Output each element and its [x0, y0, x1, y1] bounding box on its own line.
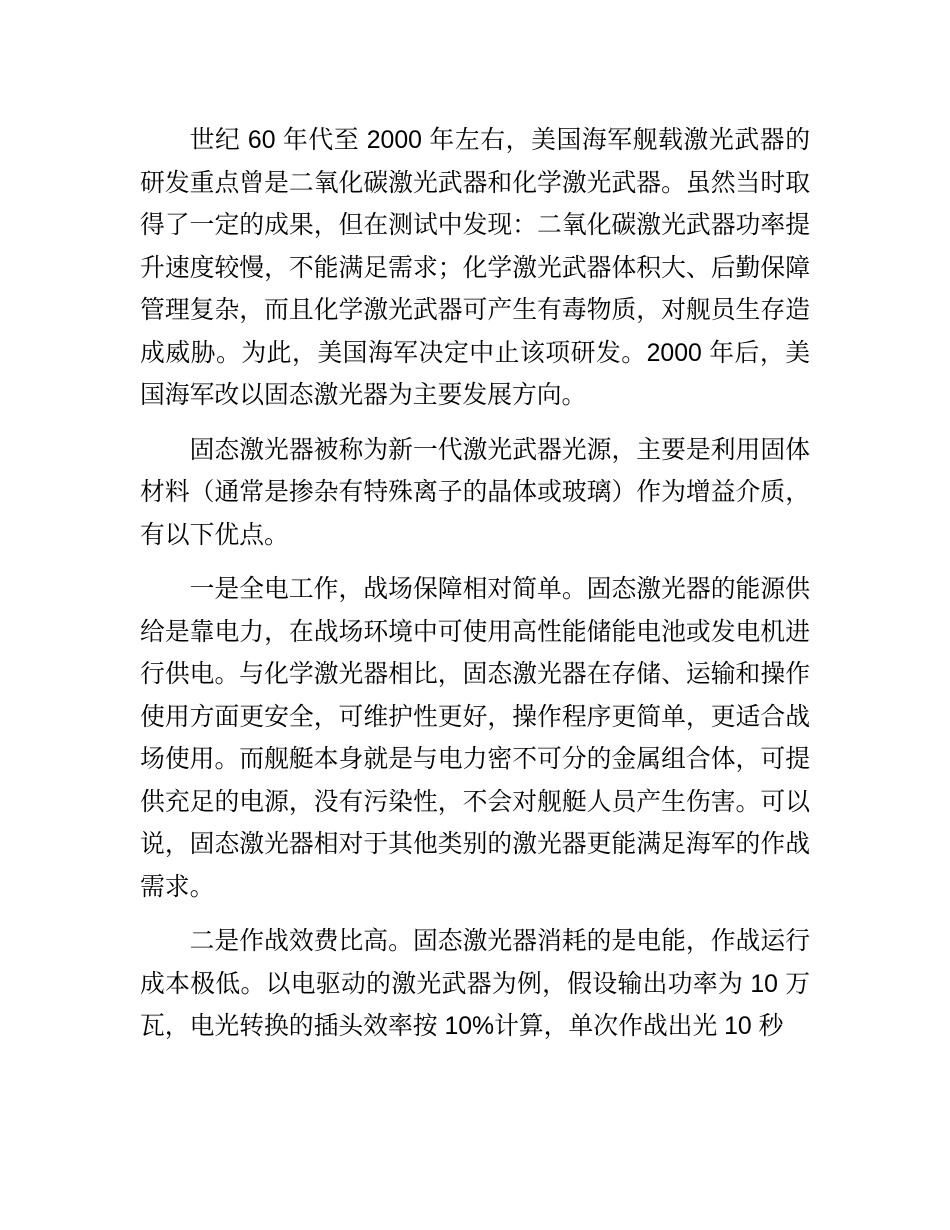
- paragraph-solid-state-laser-intro: 固态激光器被称为新一代激光武器光源，主要是利用固体材料（通常是掺杂有特殊离子的晶体或玻璃）作为增益介质，有以下优点。: [140, 436, 810, 549]
- paragraph-advantage-two-cost-effectiveness: 二是作战效费比高。固态激光器消耗的是电能，作战运行成本极低。以电驱动的激光武器为例，假设输出功率为 10 万瓦，电光转换的插头效率按 10%计算，单次作战出光 10 秒: [140, 928, 810, 1040]
- paragraph-advantage-one-all-electric: 一是全电工作，战场保障相对简单。固态激光器的能源供给是靠电力，在战场环境中可使用高性能储能电池或发电机进行供电。与化学激光器相比，固态激光器在存储、运输和操作使用方面更安全，可维护性更好，操作程序更简单，更适合战场使用。而舰艇本身就是与电力密不可分的金属组合体，可提供充足的电源，没有污染性，不会对舰艇人员产生伤害。可以说，固态激光器相对于其他类别的激光器更能满足海军的作战需求。: [140, 576, 810, 901]
- paragraph-history-of-naval-laser-development: 世纪 60 年代至 2000 年左右，美国海军舰载激光武器的研发重点曾是二氧化碳激光武器和化学激光武器。虽然当时取得了一定的成果，但在测试中发现：二氧化碳激光武器功率提升速度较慢，不能满足需求；化学激光武器体积大、后勤保障管理复杂，而且化学激光武器可产生有毒物质，对舰员生存造成威胁。为此，美国海军决定中止该项研发。2000 年后，美国海军改以固态激光器为主要发展方向。: [140, 127, 810, 409]
